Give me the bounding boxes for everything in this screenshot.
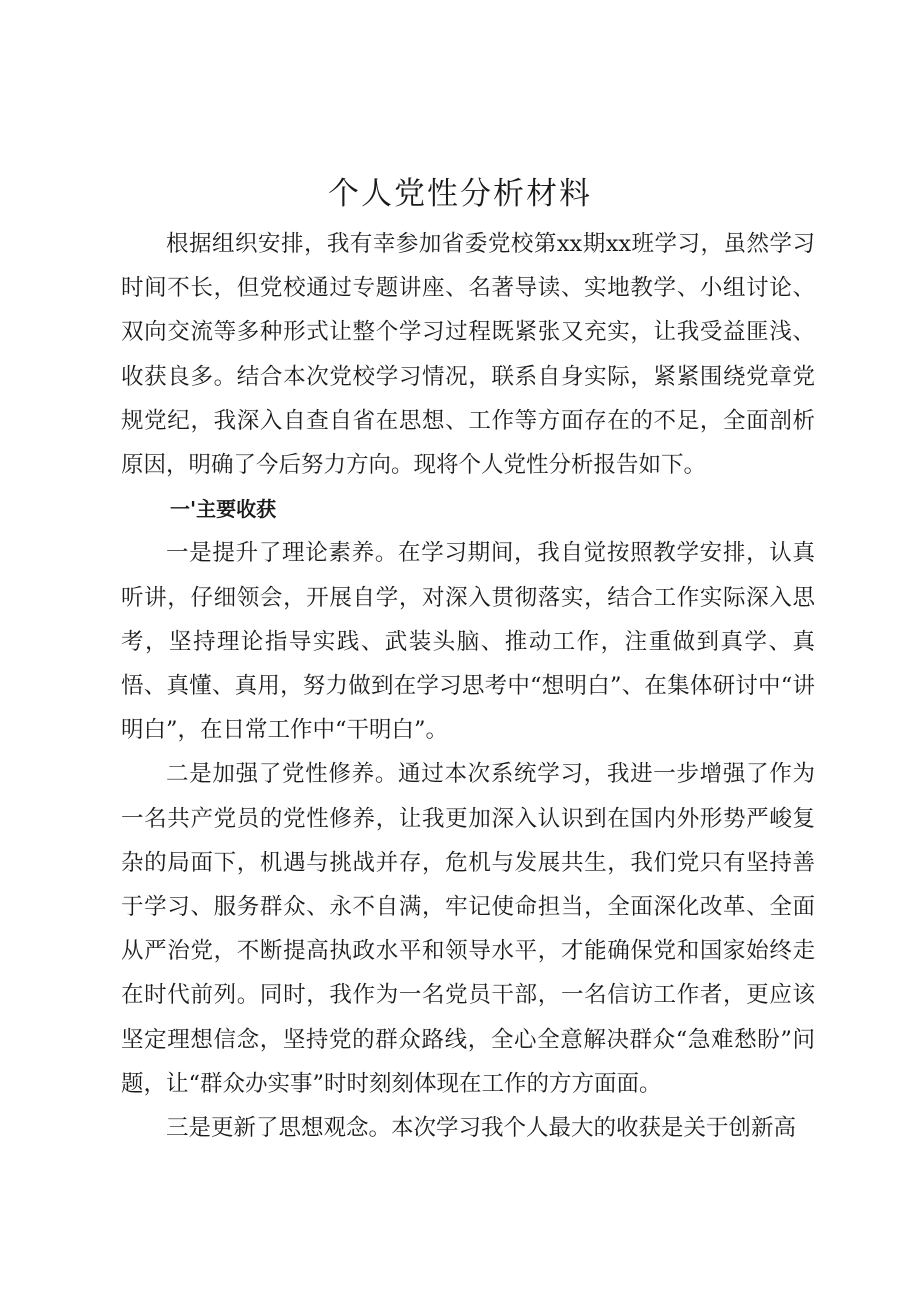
section-heading: 一'主要收获: [170, 497, 277, 522]
document-body: [121, 222, 815, 1150]
paragraph-theory: 一是提升了理论素养。在学习期间，我自觉按照教学安排，认真听讲，仔细领会，开展自学，对深入贯彻落实，结合工作实际深入思考，坚持理论指导实践、武装头脑、推动工作，注重做到真学、真悟、真懂、真用，努力做到在学习思考中“想明白”、在集体研讨中“讲明白”，在日常工作中“干明白”。: [121, 540, 815, 744]
paragraph-mindset: 三是更新了思想观念。本次学习我个人最大的收获是关于创新高: [166, 1115, 797, 1142]
document-title: 个人党性分析材料: [328, 176, 592, 212]
intro-paragraph: 根据组织安排，我有幸参加省委党校第xx期xx班学习，虽然学习时间不长，但党校通过专题讲座、名著导读、实地教学、小组讨论、双向交流等多种形式让整个学习过程既紧张又充实，让我受益匪浅、收获良多。结合本次党校学习情况，联系自身实际，紧紧围绕党章党规党纪，我深入自查自省在思想、工作等方面存在的不足，全面剖析原因，明确了今后努力方向。现将个人党性分析报告如下。: [121, 231, 815, 479]
paragraph-party-spirit: 二是加强了党性修养。通过本次系统学习，我进一步增强了作为一名共产党员的党性修养，让我更加深入认识到在国内外形势严峻复杂的局面下，机遇与挑战并存，危机与发展共生，我们党只有坚持善于学习、服务群众、永不自满，牢记使命担当，全面深化改革、全面从严治党，不断提高执政水平和领导水平，才能确保党和国家始终走在时代前列。同时，我作为一名党员干部，一名信访工作者，更应该坚定理想信念，坚持党的群众路线，全心全意解决群众“急难愁盼”问题，让“群众办实事”时时刻刻体现在工作的方方面面。: [121, 761, 815, 1097]
